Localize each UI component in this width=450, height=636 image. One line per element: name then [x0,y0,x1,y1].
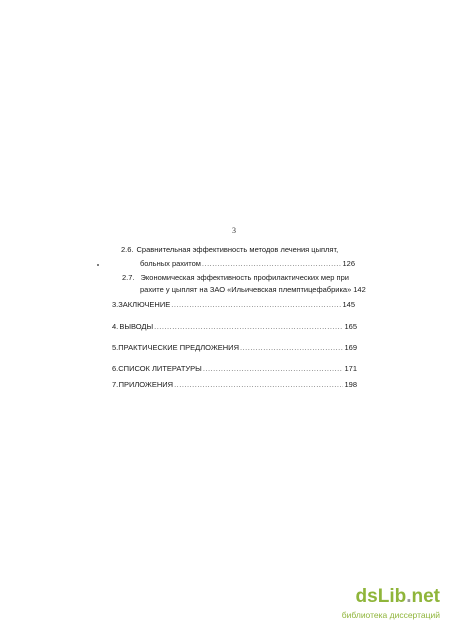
leader-dots [174,380,343,390]
toc-entry-7 [112,380,357,390]
toc-title: ВЫВОДЫ [119,322,154,331]
watermark-logo [356,586,440,608]
toc-page-number: 142 [353,285,366,294]
toc-title: больных рахитом [140,259,201,268]
toc-entry-5 [112,343,357,353]
toc-title: ПРИЛОЖЕНИЯ [118,380,174,389]
scan-speck [97,264,99,266]
toc-page-number: 165 [344,322,357,331]
toc-number: 2.7. [122,273,135,282]
toc-entry-4 [112,322,357,332]
toc-number: 7. [112,380,119,389]
toc-number: 2.6. [121,245,134,254]
toc-page-number: 126 [342,259,355,268]
toc-page-number: 145 [342,300,355,309]
toc-page-number: 171 [344,364,357,373]
toc-number: 3. [112,300,119,309]
toc-entry-2-7-line-1 [122,273,349,283]
toc-page-number: 198 [344,380,357,389]
leader-dots [171,300,341,310]
dslib-watermark [335,586,440,626]
watermark-logo-left: dsLib [355,586,407,607]
toc-number: 4. [112,322,119,331]
page-number: 3 [232,226,236,235]
leader-dots [240,343,344,353]
leader-dots [202,259,342,269]
toc-entry-2-6-line-1 [121,245,338,255]
watermark-logo-dot: . [406,586,412,607]
toc-title: рахите у цыплят на ЗАО «Ильичевская племптицефабрика» [140,285,352,294]
toc-title: ЗАКЛЮЧЕНИЕ [118,300,171,309]
toc-entry-6 [112,364,357,374]
toc-title: Экономическая эффективность профилактических мер при [140,273,349,282]
toc-title: ПРАКТИЧЕСКИЕ ПРЕДЛОЖЕНИЯ [118,343,239,352]
toc-page-number: 169 [344,343,357,352]
watermark-subtitle: библиотека диссертаций [341,610,440,620]
toc-number: 6. [112,364,119,373]
toc-number: 5. [112,343,119,352]
leader-dots [154,322,343,332]
leader-dots [203,364,344,374]
toc-title: Сравнительная эффективность методов лечения цыплят, [136,245,339,254]
toc-entry-2-6-line-2 [140,259,355,269]
watermark-logo-right: net [411,586,440,607]
toc-title: СПИСОК ЛИТЕРАТУРЫ [118,364,202,373]
toc-entry-3 [112,300,355,310]
toc-entry-2-7-line-2 [140,285,366,295]
